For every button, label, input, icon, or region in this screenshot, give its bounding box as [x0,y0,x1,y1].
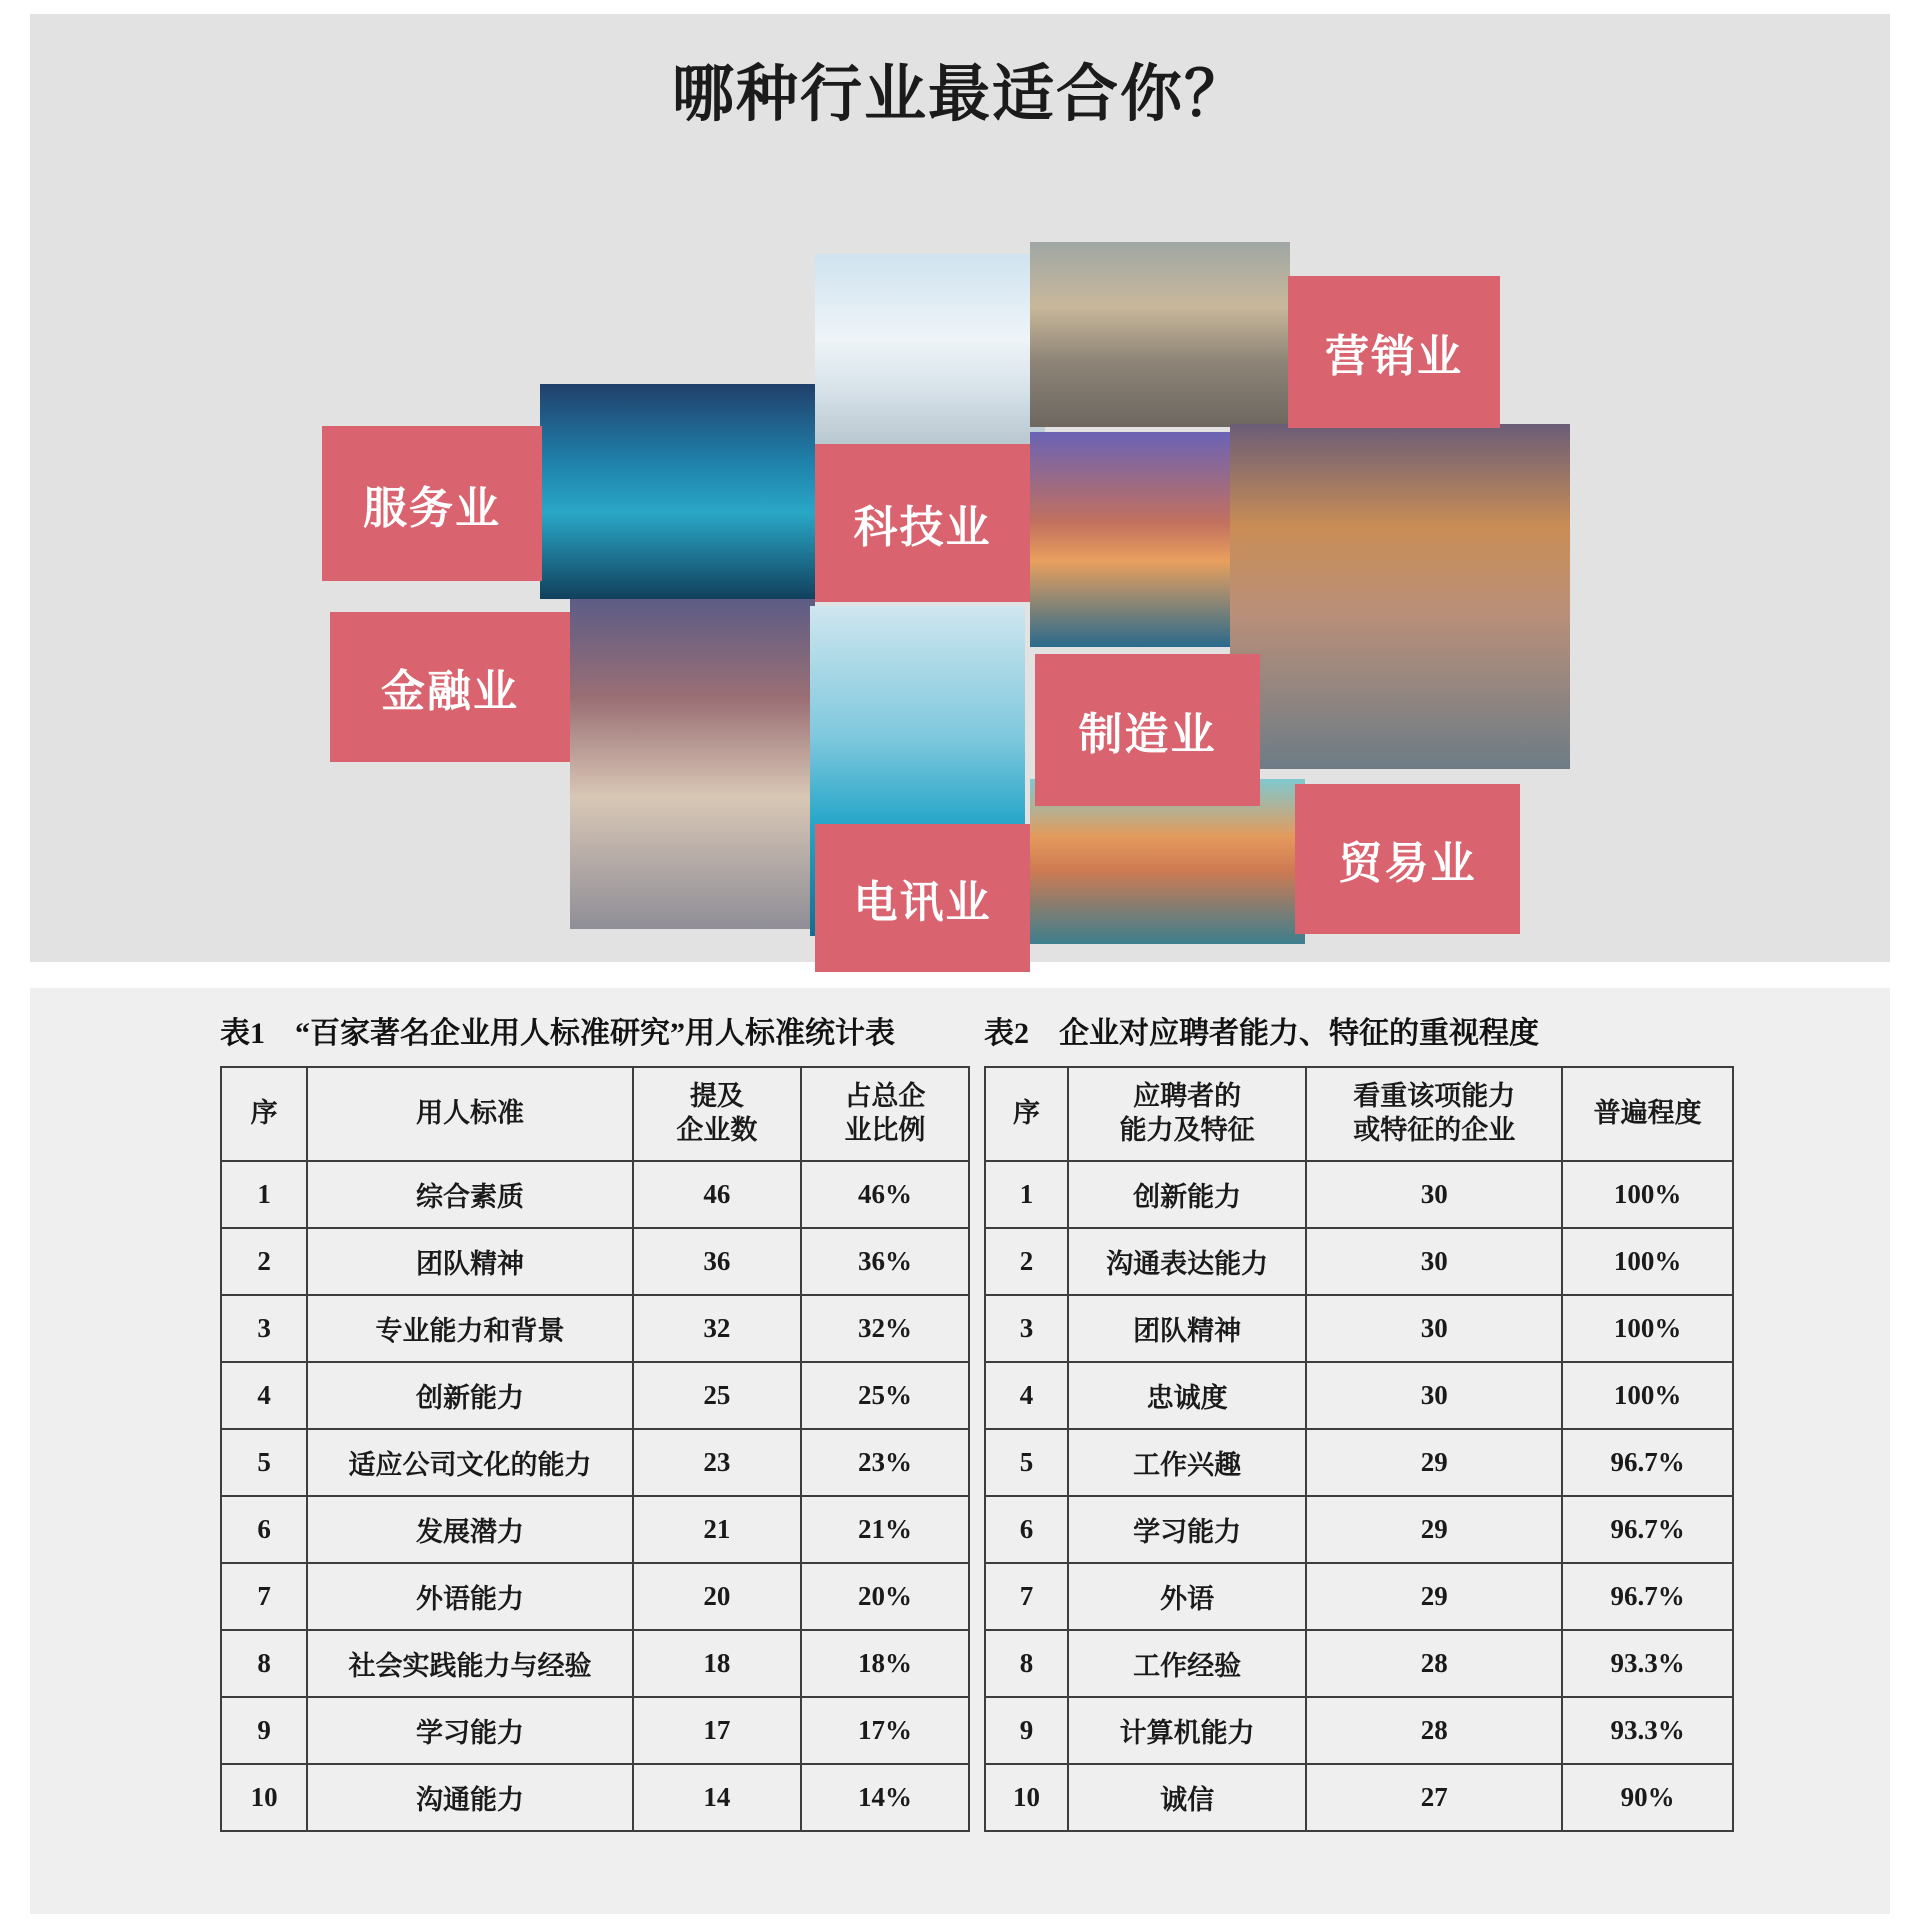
table2-col-ability-line2: 能力及特征 [1119,1114,1255,1145]
table1-header-row [221,1067,969,1161]
cell-criterion: 团队精神 [307,1228,633,1295]
table-row [985,1496,1733,1563]
cell-prevalence: 96.7% [1562,1496,1733,1563]
cell-count: 18 [633,1630,801,1697]
table2-col-firms [1306,1067,1562,1161]
cell-criterion: 综合素质 [307,1161,633,1228]
cell-percent: 20% [801,1563,969,1630]
cell-prevalence: 100% [1562,1362,1733,1429]
table2-col-prevalence-line1: 普遍程度 [1593,1097,1702,1128]
table-row [221,1496,969,1563]
table-row [985,1764,1733,1831]
cell-ability: 沟通表达能力 [1068,1228,1306,1295]
cell-index: 6 [221,1496,307,1563]
label-finance: 金融业 [330,612,570,762]
cell-count: 17 [633,1697,801,1764]
cell-index: 1 [985,1161,1068,1228]
label-marketing: 营销业 [1288,276,1500,428]
cell-ability: 外语 [1068,1563,1306,1630]
cell-index: 5 [985,1429,1068,1496]
cell-count: 36 [633,1228,801,1295]
table-row [985,1429,1733,1496]
cell-criterion: 社会实践能力与经验 [307,1630,633,1697]
table-row [221,1429,969,1496]
cell-criterion: 发展潜力 [307,1496,633,1563]
table2-col-index [985,1067,1068,1161]
cell-index: 4 [985,1362,1068,1429]
cell-count: 32 [633,1295,801,1362]
pier-photo [1030,242,1290,427]
table-row [221,1697,969,1764]
cell-prevalence: 90% [1562,1764,1733,1831]
table-row [221,1630,969,1697]
cell-prevalence: 100% [1562,1295,1733,1362]
table2-block [984,1008,1734,1832]
cell-percent: 14% [801,1764,969,1831]
table2-col-ability [1068,1067,1306,1161]
table-row [985,1161,1733,1228]
cell-firms: 29 [1306,1496,1562,1563]
table-row [985,1563,1733,1630]
cell-ability: 工作兴趣 [1068,1429,1306,1496]
table2-caption: 表2 企业对应聘者能力、特征的重视程度 [984,1017,1539,1050]
table2-header-row [985,1067,1733,1161]
cell-percent: 46% [801,1161,969,1228]
table1 [220,1066,970,1832]
cell-prevalence: 100% [1562,1161,1733,1228]
cell-criterion: 创新能力 [307,1362,633,1429]
cell-firms: 30 [1306,1362,1562,1429]
table1-col-percent-line1: 占总企 [844,1081,926,1111]
table-row [221,1295,969,1362]
table1-col-count [633,1067,801,1161]
cell-prevalence: 93.3% [1562,1630,1733,1697]
cell-criterion: 外语能力 [307,1563,633,1630]
cell-index: 10 [221,1764,307,1831]
cell-firms: 30 [1306,1161,1562,1228]
boardwalk-photo [570,599,815,929]
cell-firms: 29 [1306,1429,1562,1496]
slide-tables [30,988,1890,1914]
table2-col-prevalence [1562,1067,1733,1161]
cell-prevalence: 93.3% [1562,1697,1733,1764]
snow-tree-photo [815,254,1045,444]
cell-count: 46 [633,1161,801,1228]
cell-ability: 计算机能力 [1068,1697,1306,1764]
cell-index: 8 [221,1630,307,1697]
table2-col-firms-line1: 看重该项能力 [1353,1081,1516,1111]
table-row [221,1161,969,1228]
cell-percent: 32% [801,1295,969,1362]
cell-percent: 21% [801,1496,969,1563]
label-manufacturing: 制造业 [1035,654,1260,806]
label-trade: 贸易业 [1295,784,1520,934]
beach-hut-photo [540,384,815,599]
photo-collage [30,14,1890,962]
cell-criterion: 专业能力和背景 [307,1295,633,1362]
cell-percent: 18% [801,1630,969,1697]
cell-ability: 创新能力 [1068,1161,1306,1228]
cell-index: 9 [221,1697,307,1764]
cell-ability: 工作经验 [1068,1630,1306,1697]
cell-criterion: 适应公司文化的能力 [307,1429,633,1496]
table2-col-ability-line1: 应聘者的 [1133,1081,1242,1111]
cell-percent: 36% [801,1228,969,1295]
label-service: 服务业 [322,426,542,581]
table1-col-percent-line2: 业比例 [844,1114,926,1145]
table1-col-index [221,1067,307,1161]
cell-index: 2 [985,1228,1068,1295]
cell-index: 6 [985,1496,1068,1563]
table-row [221,1563,969,1630]
table1-caption: 表1 “百家著名企业用人标准研究”用人标准统计表 [220,1017,895,1050]
cell-percent: 17% [801,1697,969,1764]
table1-col-percent [801,1067,969,1161]
cell-ability: 忠诚度 [1068,1362,1306,1429]
table-row [985,1295,1733,1362]
cell-prevalence: 100% [1562,1228,1733,1295]
cell-index: 7 [221,1563,307,1630]
cell-percent: 25% [801,1362,969,1429]
cell-firms: 28 [1306,1630,1562,1697]
cell-count: 21 [633,1496,801,1563]
cell-index: 9 [985,1697,1068,1764]
cell-index: 10 [985,1764,1068,1831]
cell-ability: 学习能力 [1068,1496,1306,1563]
cell-ability: 诚信 [1068,1764,1306,1831]
table-row [985,1362,1733,1429]
label-telecom: 电讯业 [815,824,1030,972]
page-title: 哪种行业最适合你？ [671,60,1248,129]
table2 [984,1066,1734,1832]
coast-rocks-photo [1230,424,1570,769]
cell-criterion: 沟通能力 [307,1764,633,1831]
cell-index: 4 [221,1362,307,1429]
cell-index: 5 [221,1429,307,1496]
cell-index: 2 [221,1228,307,1295]
table1-col-count-line2: 企业数 [676,1114,758,1145]
cell-firms: 29 [1306,1563,1562,1630]
cell-index: 1 [221,1161,307,1228]
label-technology: 科技业 [815,444,1030,602]
cell-firms: 28 [1306,1697,1562,1764]
cell-count: 14 [633,1764,801,1831]
table1-col-criterion [307,1067,633,1161]
cell-index: 3 [985,1295,1068,1362]
cell-firms: 30 [1306,1295,1562,1362]
table2-col-firms-line2: 或特征的企业 [1353,1114,1516,1145]
cell-firms: 30 [1306,1228,1562,1295]
table1-col-index-line1: 序 [250,1097,278,1128]
table-row [985,1228,1733,1295]
table2-col-index-line1: 序 [1013,1097,1040,1128]
cell-prevalence: 96.7% [1562,1563,1733,1630]
table1-col-criterion-line1: 用人标准 [415,1097,524,1128]
cell-firms: 27 [1306,1764,1562,1831]
cell-count: 20 [633,1563,801,1630]
cell-percent: 23% [801,1429,969,1496]
table-row [221,1228,969,1295]
slide-industries [30,14,1890,962]
cell-index: 3 [221,1295,307,1362]
cell-criterion: 学习能力 [307,1697,633,1764]
cell-prevalence: 96.7% [1562,1429,1733,1496]
table-row [221,1362,969,1429]
sunset-sea-photo [1030,432,1258,647]
table-row [985,1630,1733,1697]
cell-count: 25 [633,1362,801,1429]
table-row [985,1697,1733,1764]
table1-block [220,1008,970,1832]
table1-col-count-line1: 提及 [689,1081,744,1111]
cell-index: 7 [985,1563,1068,1630]
table-row [221,1764,969,1831]
cell-ability: 团队精神 [1068,1295,1306,1362]
cell-count: 23 [633,1429,801,1496]
cell-index: 8 [985,1630,1068,1697]
